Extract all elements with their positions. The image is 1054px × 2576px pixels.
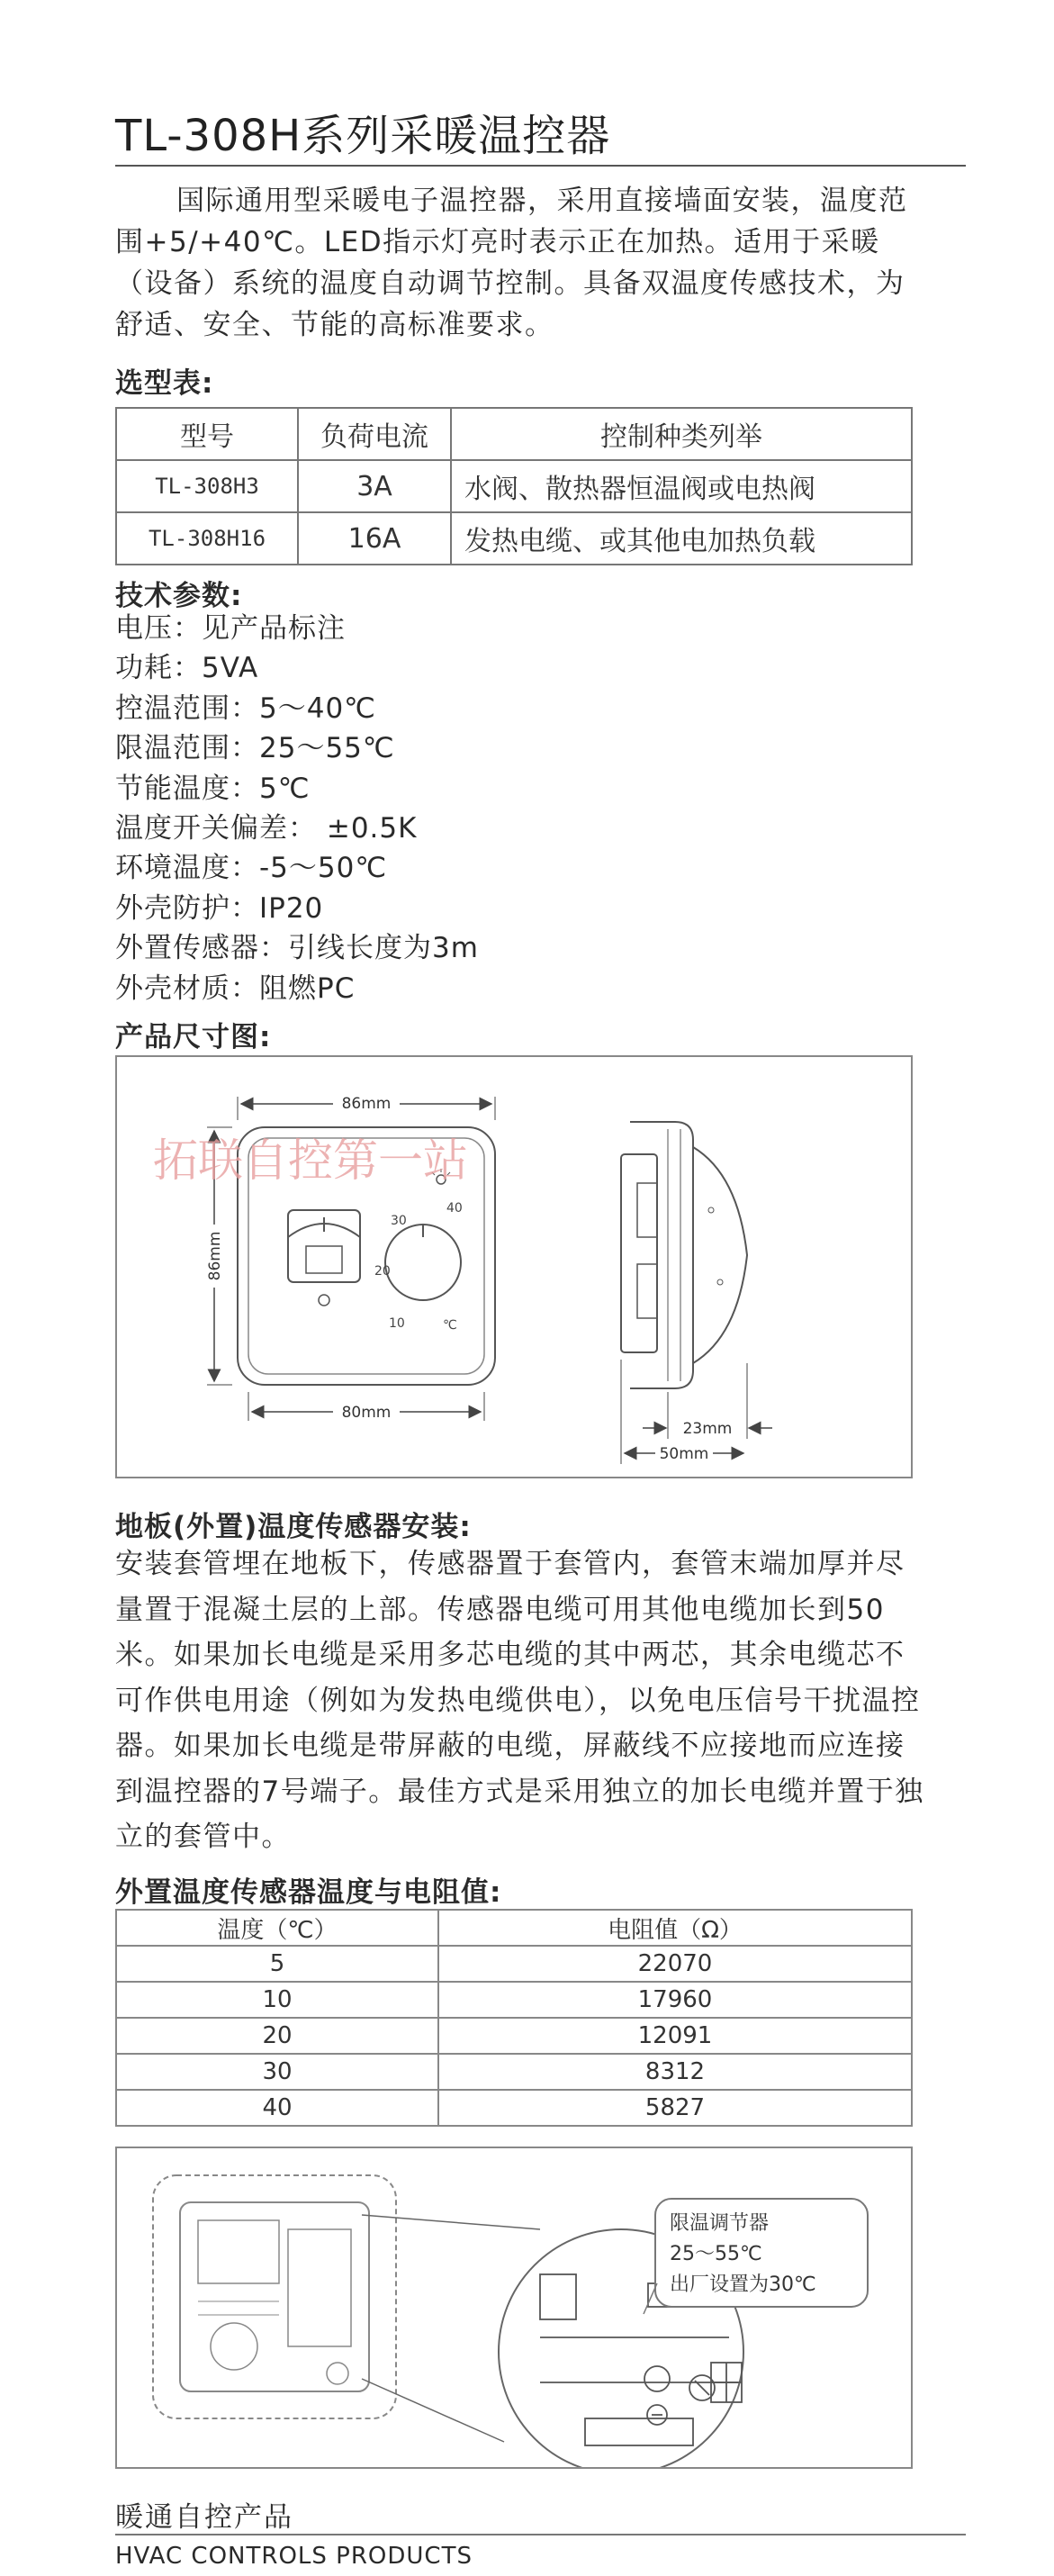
model-cell: TL-308H3 [116, 460, 298, 512]
thermostat-back-view [153, 2175, 396, 2418]
table-row [116, 460, 912, 512]
watermark-text: 拓联自控第一站 [153, 1134, 468, 1187]
model-cell: TL-308H16 [116, 512, 298, 565]
limiter-title: 限温调节器 [670, 2212, 770, 2235]
table-row [116, 1946, 912, 1982]
dial-label-40: 40 [446, 1201, 463, 1216]
spec-item: 控温范围：5～40℃ [115, 691, 376, 725]
resistance-cell: 5827 [438, 2090, 912, 2126]
selection-table [115, 407, 913, 565]
page-title: TL-308H系列采暖温控器 [115, 111, 611, 161]
sensor-paragraph: 安装套管埋在地板下，传感器置于套管内，套管末端加厚并尽量置于混凝土层的上部。传感器电缆可用其他电缆加长到50米。如果加长电缆是采用多芯电缆的其中两芯，其余电缆芯不可作供电用途（例如为发热电缆供电），以免电压信号干扰温控器。如果加长电缆是带屏蔽的电缆，屏蔽线不应接地而应连接到温控器的7号端子。最佳方式是采用独立的加长电缆并置于独立的套管中。 [115, 1548, 924, 1853]
footer-brand-cn: 暖通自控产品 [115, 2501, 293, 2534]
dimension-figure [115, 1055, 913, 1478]
resistance-cell: 22070 [438, 1946, 912, 1982]
side-depth-label: 23mm [682, 1420, 733, 1438]
dimension-drawing [117, 1057, 911, 1477]
intro-paragraph [115, 180, 925, 346]
temperature-cell: 5 [116, 1946, 438, 1982]
dimensions-heading: 产品尺寸图: [115, 1021, 272, 1053]
table-header-row [116, 408, 912, 460]
spec-item: 功耗：5VA [115, 652, 259, 685]
header-cell: 控制种类列举 [451, 408, 912, 460]
table-row [116, 2090, 912, 2126]
limiter-figure [115, 2147, 913, 2469]
title-divider [115, 165, 966, 167]
front-width-label: 86mm [341, 1095, 392, 1113]
header-cell: 电阻值（Ω） [438, 1910, 912, 1946]
table-row [116, 1982, 912, 2018]
temperature-cell: 30 [116, 2054, 438, 2090]
spec-item: 电压：见产品标注 [115, 612, 346, 645]
control-type-cell: 发热电缆、或其他电加热负载 [451, 512, 912, 565]
front-height-label: 86mm [206, 1231, 224, 1281]
spec-item: 节能温度：5℃ [115, 772, 311, 805]
table-header-row [116, 1910, 912, 1946]
dial-label-10: 10 [389, 1316, 405, 1331]
header-cell: 温度（℃） [116, 1910, 438, 1946]
led-indicator-icon [319, 1295, 329, 1306]
dial-label-unit: ℃ [443, 1318, 457, 1333]
side-view [621, 1122, 747, 1388]
header-cell: 型号 [116, 408, 298, 460]
resistance-table [115, 1909, 913, 2127]
temperature-cell: 40 [116, 2090, 438, 2126]
temperature-cell: 20 [116, 2018, 438, 2054]
footer-brand-en: HVAC CONTROLS PRODUCTS [115, 2543, 473, 2570]
limiter-drawing [117, 2148, 911, 2467]
header-cell: 负荷电流 [298, 408, 451, 460]
tech-spec-list [115, 609, 479, 1008]
tech-heading: 技术参数: [115, 580, 243, 612]
spec-item: 环境温度：-5～50℃ [115, 852, 388, 885]
limiter-default: 出厂设置为30℃ [670, 2273, 816, 2296]
callout-line-top [362, 2215, 540, 2229]
resistance-cell: 12091 [438, 2018, 912, 2054]
limiter-range: 25～55℃ [670, 2243, 762, 2265]
dial-label-20: 20 [374, 1264, 391, 1279]
current-cell: 3A [298, 460, 451, 512]
switch-slot [306, 1246, 342, 1273]
resistance-cell: 8312 [438, 2054, 912, 2090]
spec-item: 限温范围：25～55℃ [115, 732, 395, 765]
sensor-heading: 地板(外置)温度传感器安装: [115, 1511, 472, 1543]
side-total-label: 50mm [659, 1445, 709, 1463]
table-row [116, 2054, 912, 2090]
footer-divider [115, 2534, 966, 2535]
table-row [116, 512, 912, 565]
inner-width-label: 80mm [341, 1404, 392, 1422]
temperature-cell: 10 [116, 1982, 438, 2018]
spec-item: 温度开关偏差： ±0.5K [115, 812, 418, 845]
control-type-cell: 水阀、散热器恒温阀或电热阀 [451, 460, 912, 512]
spec-item: 外壳防护：IP20 [115, 891, 324, 925]
resistance-heading: 外置温度传感器温度与电阻值: [115, 1876, 502, 1909]
selection-heading: 选型表: [115, 367, 214, 400]
callout-line-bottom [362, 2379, 504, 2442]
dial-label-30: 30 [391, 1214, 407, 1228]
current-cell: 16A [298, 512, 451, 565]
spec-item: 外壳材质：阻燃PC [115, 972, 356, 1005]
resistance-cell: 17960 [438, 1982, 912, 2018]
spec-item: 外置传感器：引线长度为3m [115, 932, 479, 965]
table-row [116, 2018, 912, 2054]
intro-text: 国际通用型采暖电子温控器，采用直接墙面安装，温度范围+5/+40℃。LED指示灯亮时表示正在加热。适用于采暖（设备）系统的温度自动调节控制。具备双温度传感技术，为舒适、安全、节能的高标准要求。 [115, 185, 908, 341]
